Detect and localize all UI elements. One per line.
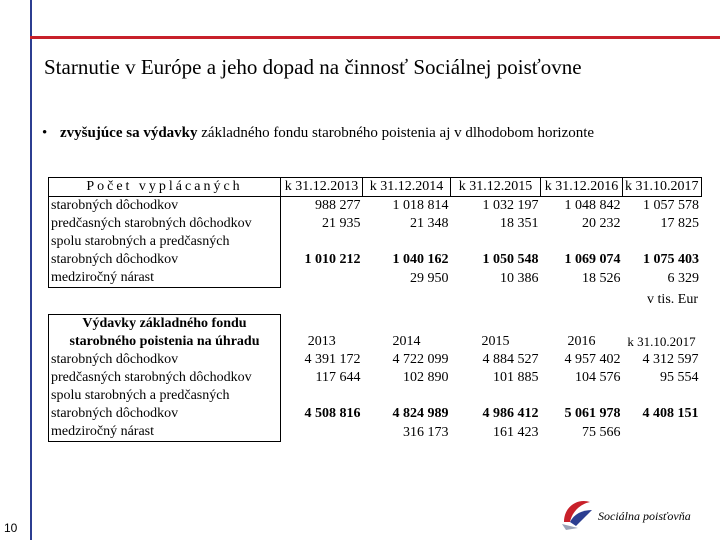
table-cell: 4 312 597 — [642, 352, 699, 367]
table-cell — [623, 423, 701, 442]
table-cell — [281, 269, 363, 288]
table-header-cell: Výdavky základného fondu — [49, 315, 281, 334]
table-cell: 1 032 197 — [482, 198, 539, 213]
row-label: spolu starobných a predčasných — [49, 387, 281, 405]
page-title: Starnutie v Európe a jeho dopad na činnosť Sociálnej poisťovne — [44, 55, 582, 79]
row-label: medziročný nárast — [49, 423, 281, 442]
table-header-cell: starobného poistenia na úhradu — [49, 333, 281, 351]
logo-text: Sociálna poisťovňa — [598, 509, 691, 523]
table-header-cell: k 31.12.2016 — [541, 178, 623, 197]
table-cell: 95 554 — [660, 370, 699, 385]
table-cell: 6 329 — [667, 270, 699, 286]
row-label: predčasných starobných dôchodkov — [49, 215, 281, 233]
table-header-cell: k 31.12.2013 — [281, 178, 363, 197]
table-header-cell: 2014 — [392, 334, 421, 349]
table-cell: 4 722 099 — [392, 352, 449, 367]
table-header-cell: 2015 — [481, 334, 510, 349]
table-cell: 161 423 — [493, 424, 539, 440]
table-cell: 4 986 412 — [482, 406, 539, 421]
table-header-cell: Počet vyplácaných — [49, 178, 281, 197]
table-header-cell: 2016 — [567, 334, 596, 349]
table-row — [49, 269, 702, 288]
table-cell: 117 644 — [315, 370, 361, 385]
table-cell: 1 048 842 — [564, 198, 621, 213]
table-cell: 5 061 978 — [564, 406, 621, 421]
row-label: medziročný nárast — [49, 269, 281, 288]
row-label: spolu starobných a predčasných — [49, 233, 281, 251]
table-cell: 4 408 151 — [642, 406, 699, 421]
table-header-row — [49, 178, 702, 197]
table-cell: 1 050 548 — [482, 252, 539, 267]
table-row — [49, 215, 702, 233]
table-header-cell: 2013 — [307, 334, 336, 349]
table-cell: 101 885 — [493, 370, 539, 385]
vertical-rule — [30, 0, 32, 540]
row-label: starobných dôchodkov — [49, 197, 281, 216]
table-row — [49, 233, 702, 251]
row-label: starobných dôchodkov — [49, 351, 281, 369]
table-cell: 1 018 814 — [392, 198, 449, 213]
expenditure-table — [48, 314, 701, 442]
unit-label: v tis. Eur — [647, 292, 698, 307]
table-cell: 18 351 — [500, 216, 539, 231]
pension-count-table — [48, 177, 702, 288]
table-cell: 21 348 — [410, 216, 449, 231]
table-cell: 10 386 — [500, 270, 539, 286]
table-header-cell: k 31.12.2014 — [363, 178, 451, 197]
table-cell: 4 884 527 — [482, 352, 539, 367]
bullet-icon: • — [42, 125, 48, 141]
social-insurance-logo-icon — [556, 492, 596, 532]
row-label: starobných dôchodkov — [49, 251, 281, 269]
table-cell: 4 391 172 — [304, 352, 361, 367]
table-header-cell: k 31.10.2017 — [623, 178, 702, 197]
table-cell: 104 576 — [575, 370, 621, 385]
table-row — [49, 369, 701, 387]
table-cell: 988 277 — [315, 198, 361, 213]
table-header-cell: k 31.10.2017 — [627, 334, 696, 349]
table-cell: 29 950 — [410, 270, 449, 286]
table-row — [49, 351, 701, 369]
table-row — [49, 423, 701, 442]
row-label: starobných dôchodkov — [49, 405, 281, 423]
table-row-total — [49, 405, 701, 423]
table-cell: 1 075 403 — [643, 252, 699, 267]
table-cell — [281, 423, 363, 442]
table-cell: 1 010 212 — [304, 252, 361, 267]
table-header-row — [49, 315, 701, 334]
table-cell: 102 890 — [403, 370, 449, 385]
table-cell: 1 040 162 — [392, 252, 449, 267]
table-cell: 316 173 — [403, 424, 449, 440]
page-number: 10 — [4, 521, 18, 535]
bullet-point — [42, 125, 594, 142]
table-header-cell: k 31.12.2015 — [451, 178, 541, 197]
table-cell: 18 526 — [582, 270, 621, 286]
bullet-text: základného fondu starobného poistenia aj v dlhodobom horizonte — [197, 125, 595, 141]
table-cell: 1 069 074 — [564, 252, 621, 267]
bullet-bold-text: zvyšujúce sa výdavky — [60, 125, 198, 141]
table-cell: 4 824 989 — [392, 406, 449, 421]
horizontal-rule — [30, 36, 720, 39]
table-cell: 75 566 — [582, 424, 621, 440]
table-cell: 4 957 402 — [564, 352, 621, 367]
table-row — [49, 197, 702, 216]
table-cell: 21 935 — [322, 216, 361, 231]
table-cell: 1 057 578 — [643, 198, 699, 213]
table-header-row — [49, 333, 701, 351]
table-row — [49, 387, 701, 405]
table-cell: 20 232 — [582, 216, 621, 231]
table-cell: 17 825 — [660, 216, 699, 231]
table-row-total — [49, 251, 702, 269]
table-cell: 4 508 816 — [304, 406, 361, 421]
row-label: predčasných starobných dôchodkov — [49, 369, 281, 387]
